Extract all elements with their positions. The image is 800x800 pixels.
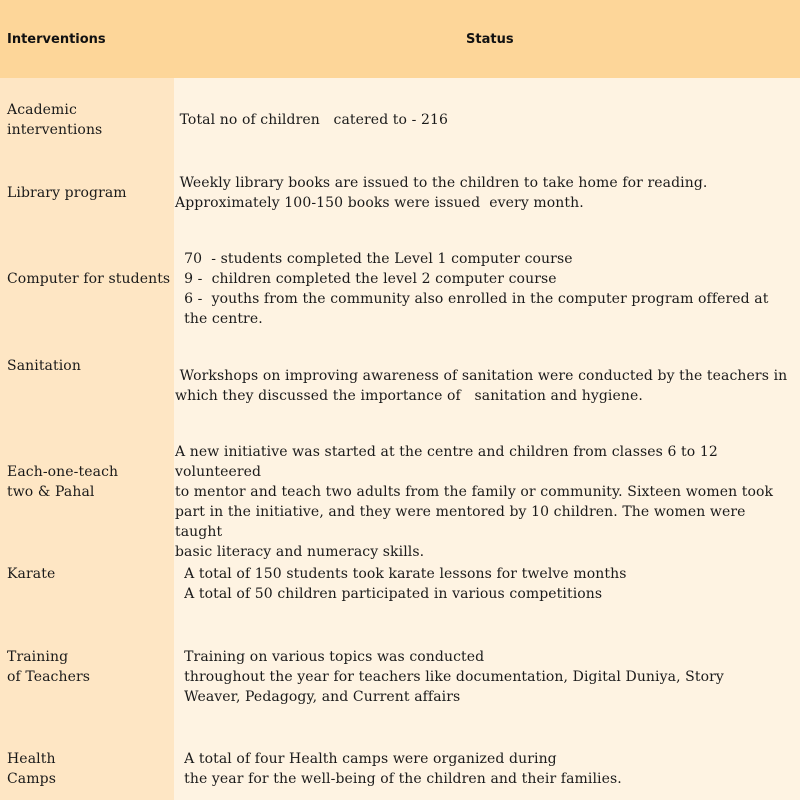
header-status: Status	[466, 32, 514, 47]
table-header	[0, 0, 800, 78]
row-label-karate: Karate	[7, 566, 56, 582]
row-label-library: Library program	[7, 185, 127, 201]
row-status-sanitation: Workshops on improving awareness of sanitation were conducted by the teachers in which they discussed the importance of sanitation and hygiene.	[175, 368, 788, 404]
row-status-karate: A total of 150 students took karate lessons for twelve months A total of 50 children participated in various competitions	[184, 566, 627, 602]
row-status-library: Weekly library books are issued to the children to take home for reading. Approximately 100-150 books were issued every month.	[175, 175, 708, 211]
row-status-computer: 70 - students completed the Level 1 computer course 9 - children completed the level 2 computer course 6 - youths from the community also enrolled in the computer program offered at the centre.	[184, 251, 769, 327]
row-label-academic: Academic interventions	[7, 102, 103, 138]
header-interventions: Interventions	[7, 32, 106, 47]
row-label-computer: Computer for students	[7, 271, 171, 287]
row-label-sanitation: Sanitation	[7, 358, 81, 374]
row-label-each-one-teach: Each-one-teach two & Pahal	[7, 464, 119, 500]
row-status-training: Training on various topics was conducted throughout the year for teachers like documentation, Digital Duniya, Story Weaver, Pedagogy, and Current affairs	[184, 649, 724, 705]
row-label-training: Training of Teachers	[7, 649, 91, 685]
row-status-academic: Total no of children catered to - 216	[175, 112, 449, 128]
row-status-health: A total of four Health camps were organized during the year for the well-being of the children and their families.	[184, 751, 622, 787]
row-label-health: Health Camps	[7, 751, 56, 787]
row-status-each-one-teach: A new initiative was started at the centre and children from classes 6 to 12 volunteered to mentor and teach two adults from the family or community. Sixteen women took part in the initiative, and they were mentored by 10 children. The women were taught basic literacy and numeracy skills.	[175, 444, 774, 560]
